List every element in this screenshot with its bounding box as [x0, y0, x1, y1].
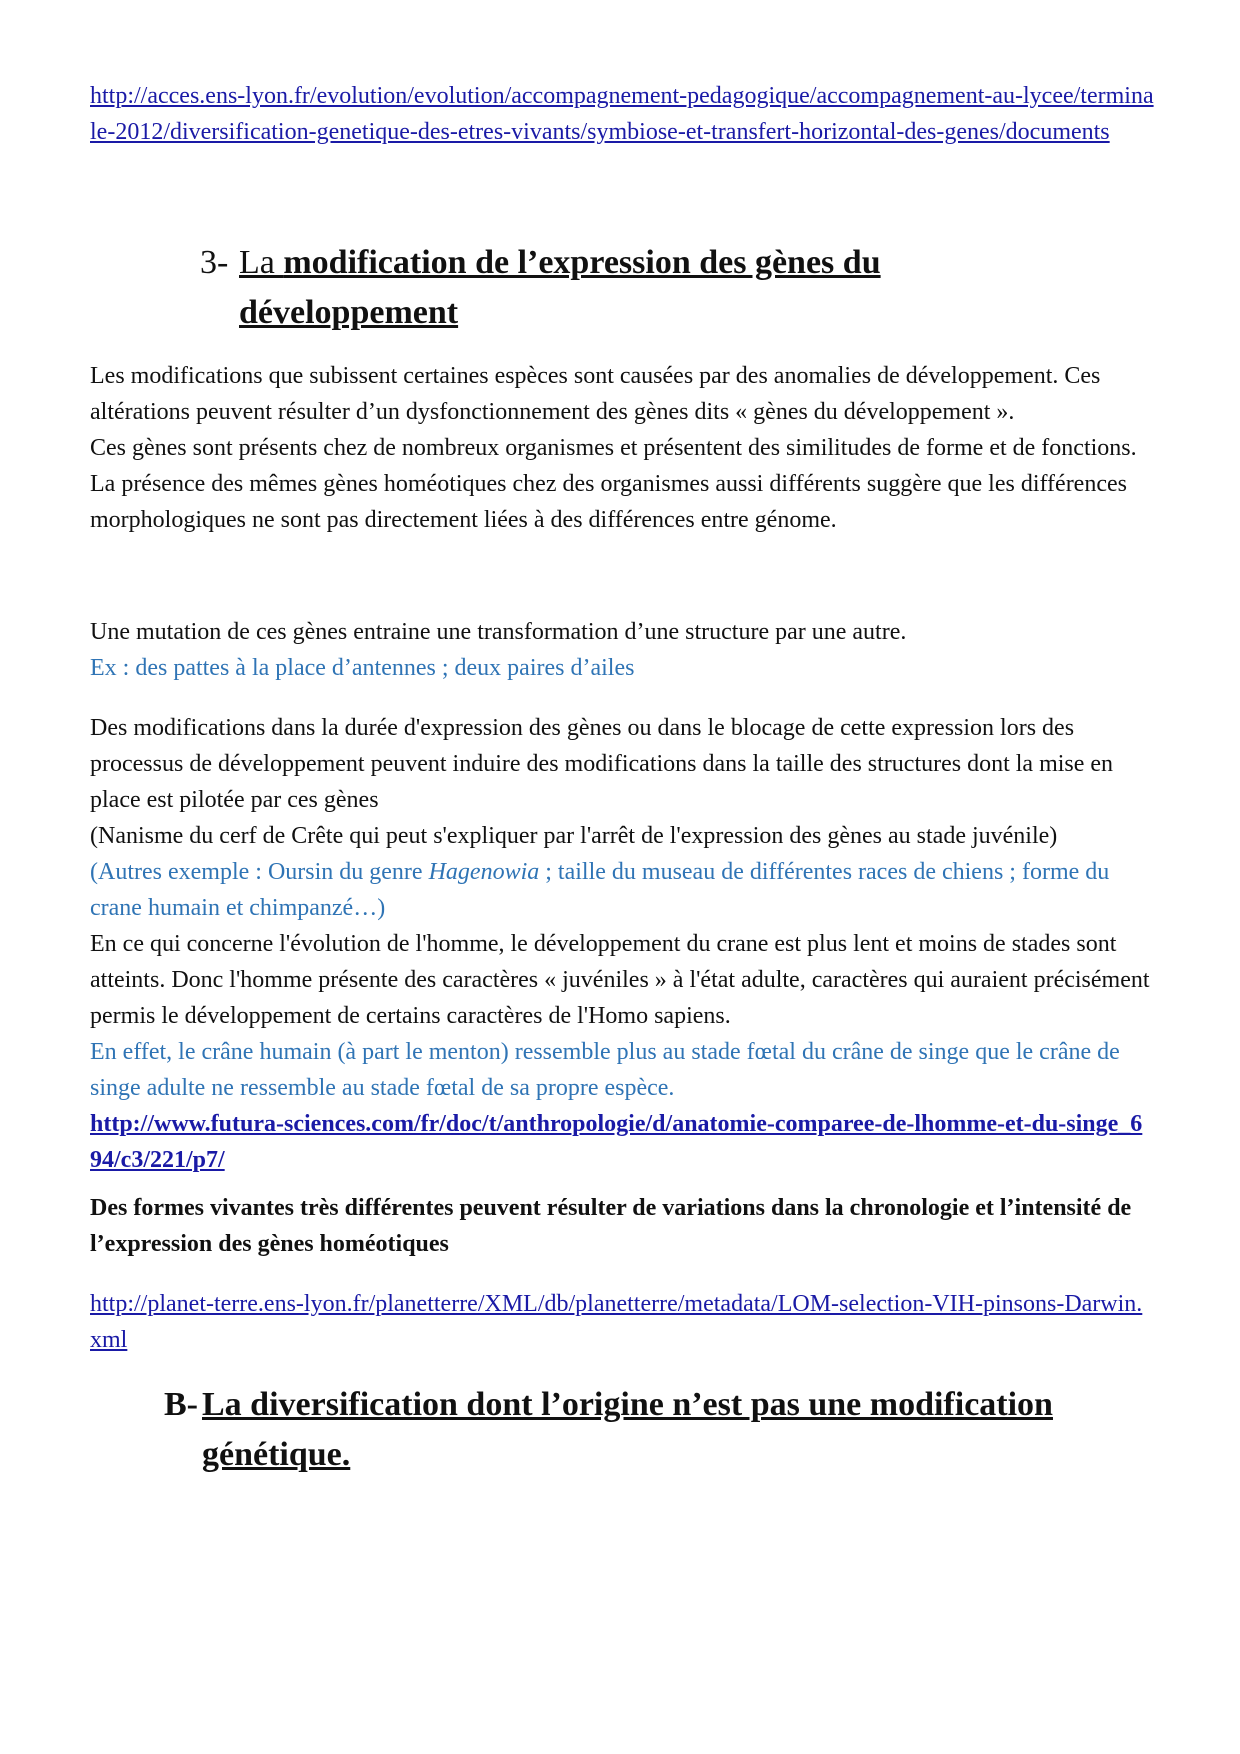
paragraph-mutation: Une mutation de ces gènes entraine une transformation d’une structure par une autre. — [90, 619, 907, 645]
paragraph-crane-humain: En effet, le crâne humain (à part le menton) ressemble plus au stade fœtal du crâne de singe que le crâne de singe adulte ne ressemble au stade fœtal de sa propre espèce. — [90, 1039, 1120, 1101]
link-acces-ens-lyon[interactable]: http://acces.ens-lyon.fr/evolution/evolution/accompagnement-pedagogique/accompagnement-au-lycee/terminale-2012/diversification-genetique-des-etres-vivants/symbiose-et-transfert-horizontal-des-genes/documents — [90, 83, 1154, 145]
paragraph-group-1 — [90, 358, 1150, 538]
link-planet-terre[interactable]: http://planet-terre.ens-lyon.fr/planetterre/XML/db/planetterre/metadata/LOM-selection-VIH-pinsons-Darwin.xml — [90, 1291, 1143, 1353]
paragraph-duree-expression: Des modifications dans la durée d'expression des gènes ou dans le blocage de cette expression lors des processus de développement peuvent induire des modifications dans la taille des structures dont la mise en place est pilotée par ces gènes — [90, 715, 1114, 813]
section-b-heading — [164, 1380, 1164, 1480]
paragraph-example-pattes: Ex : des pattes à la place d’antennes ; deux paires d’ailes — [90, 655, 635, 681]
paragraph-group-2 — [90, 614, 1150, 686]
autres-exemples-text-2: ; taille du museau de différentes races de chiens ; forme du crane humain et chimpanzé…) — [90, 859, 1110, 921]
link-futura-sciences[interactable]: http://www.futura-sciences.com/fr/doc/t/anthropologie/d/anatomie-comparee-de-lhomme-et-du-singe_694/c3/221/p7/ — [90, 1111, 1143, 1173]
paragraph-anomalies: Les modifications que subissent certaines espèces sont causées par des anomalies de développement. Ces altérations peuvent résulter d’un dysfonctionnement des gènes dits « gènes du développement ». — [90, 363, 1101, 425]
paragraph-group-3 — [90, 710, 1150, 1178]
paragraph-genes-homeotiques: La présence des mêmes gènes homéotiques chez des organismes aussi différents suggère que les différences morphologiques ne sont pas directement liées à des différences entre génome. — [90, 471, 1127, 533]
section-3-number: 3- — [200, 244, 229, 281]
summary-statement: Des formes vivantes très différentes peuvent résulter de variations dans la chronologie et l’intensité de l’expression des gènes homéotiques — [90, 1195, 1132, 1257]
genus-hagenowia: Hagenowia — [428, 859, 540, 885]
paragraph-genes-presents: Ces gènes sont présents chez de nombreux organismes et présentent des similitudes de forme et de fonctions. — [90, 435, 1137, 461]
link-acces-ens-lyon-block — [90, 78, 1160, 150]
paragraph-nanisme-cerf: (Nanisme du cerf de Crête qui peut s'expliquer par l'arrêt de l'expression des gènes au stade juvénile) — [90, 823, 1058, 849]
section-3-title-plain: La — [239, 244, 284, 281]
link-futura-block — [90, 1106, 1150, 1178]
section-b-number: B- — [164, 1386, 198, 1423]
paragraph-evolution-homme: En ce qui concerne l'évolution de l'homme, le développement du crane est plus lent et moins de stades sont atteints. Donc l'homme présente des caractères « juvéniles » à l'état adulte, caractères qui auraient précisément permis le développement de certains caractères de l'Homo sapiens. — [90, 931, 1150, 1029]
section-b-title: La diversification dont l’origine n’est pas une modification génétique. — [202, 1386, 1053, 1473]
section-3-title-bold: modification de l’expression des gènes du développement — [239, 244, 881, 331]
section-3-heading — [200, 238, 1100, 338]
autres-exemples-text-1: (Autres exemple : Oursin du genre — [90, 859, 429, 885]
section-3-title — [239, 238, 1100, 338]
link-planet-terre-block — [90, 1286, 1150, 1358]
paragraph-autres-exemples — [90, 854, 1150, 926]
